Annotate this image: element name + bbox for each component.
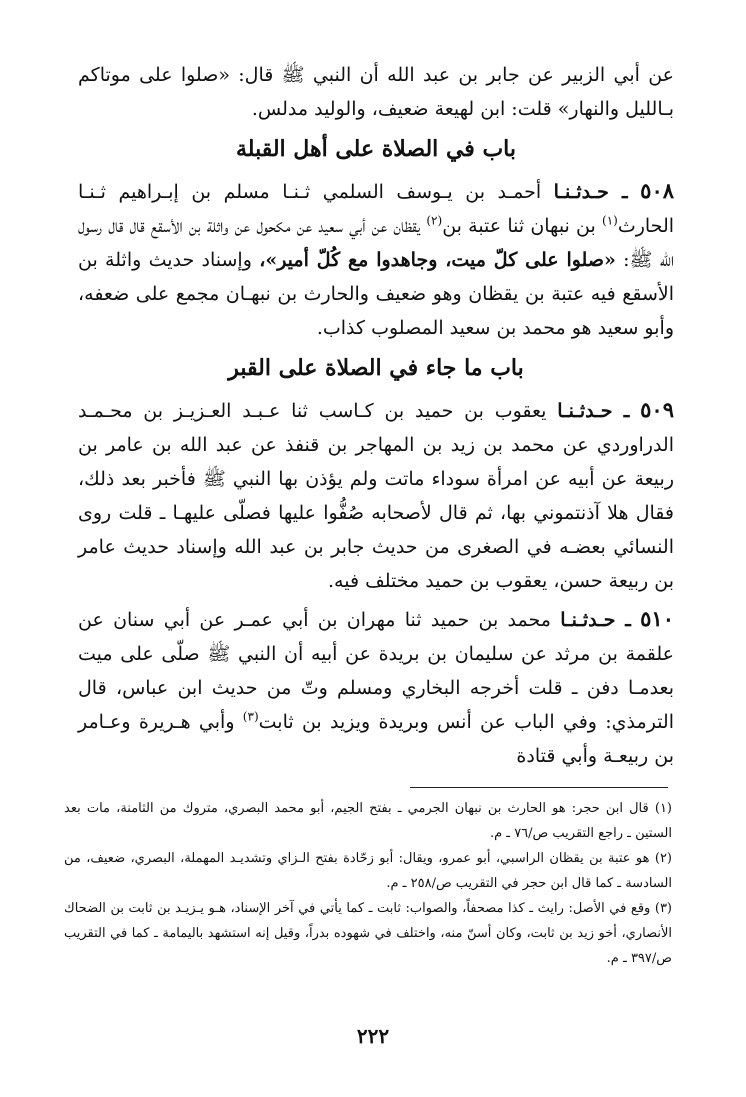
hadith-508 xyxy=(78,174,674,345)
hadith-text: محمد بن حميد ثنا مهران بن أبي عمـر عن أبي سنان عن علقمة بن مرثد عن سليمان بن بريدة عن أبيه أن النبي ﷺ صلّى على ميت بعدمـا دفن ـ قلت أخرجه البخاري ومسلم وتّ من حديث ابن عباس، قال الترمذي: وفي الباب عن أنس وبريدة ويزيد بن ثابت xyxy=(78,609,674,733)
hadith-opening: ـ حـدثـنـا xyxy=(557,400,630,422)
section-heading-2: باب ما جاء في الصلاة على القبر xyxy=(228,355,524,381)
section-heading-1: باب في الصلاة على أهل القبلة xyxy=(235,136,517,162)
hadith-510 xyxy=(78,602,674,773)
footnote-ref-1[interactable]: (١) xyxy=(602,213,618,228)
hadith-number: ٥٠٩ xyxy=(640,397,674,422)
footnote-3: (٣) وقع في الأصل: رايث ـ كذا مصحفاً، والصواب: ثابت ـ كما يأتي في آخر الإسناد، هـو يـزيـد بن ثابت بن الضحاك الأنصاري، أخو زيد بن ثابت، وكان أسنّ منه، واختلف في شهوده بدراً، وقيل إنه استشهد باليمامة ـ كما في التقريب ص/٣٩٧ ـ م. xyxy=(64,901,672,966)
page-number: ٢٢٢ xyxy=(356,1024,390,1048)
hadith-opening: ـ حـدثـنـا xyxy=(560,609,631,631)
footnotes xyxy=(64,796,672,971)
hadith-number: ٥٠٨ xyxy=(640,178,675,203)
footnote-2: (٢) هو عتبة بن يقظان الراسبي، أبو عمرو، ويقال: أبو زحّادة بفتح الـزاي وتشديـد المهملة، البصري، ضعيف، من السادسة ـ كما قال ابن حجر في التقريب ص/٢٥٨ ـ م. xyxy=(64,851,672,891)
intro-paragraph: عن أبي الزبير عن جابر بن عبد الله أن النبي ﷺ قال: «صلوا على موتاكم بـالليل والنهار» قلت: ابن لهيعة ضعيف، والوليد مدلس. xyxy=(78,64,674,120)
hadith-text: أحمـد بن يـوسف السلمي ثـنـا مسلم بن إبـراهيم ثـنـا الحارث xyxy=(78,181,675,237)
footnote-1: (١) قال ابن حجر: هو الحارث بن نبهان الجرمي ـ بفتح الجيم، أبو محمد البصري، متروك من الثامنة، مات بعد الستين ـ راجع التقريب ص/٧٦ ـ م. xyxy=(64,801,672,841)
footnote-ref-2[interactable]: (٢) xyxy=(426,213,443,228)
hadith-text: يقظان عن أبي سعيد عن مكحول عن واثلة بن الأسقع قال قال رسول الله ﷺ: xyxy=(78,215,674,271)
hadith-text: بن نبهان ثنا عتبة بن xyxy=(442,215,596,237)
hadith-text: يعقوب بن حميد بن كـاسب ثنا عـبـد العـزيـز بن محـمـد الدراوردي عن محمد بن زيد بن المهاجر بن قنفذ عن عبد الله بن عامر بن ربيعة عن أبيه عن امرأة سوداء ماتت ولم يؤذن بها النبي ﷺ فأخبر بعد ذلك، فقال هلا آذنتموني بها، ثم قال لأصحابه صُفُّوا عليها فصلّى عليهـا ـ قلت روى النسائي بعضـه في الصغرى من حديث جابر بن عبد الله وإسناد حديث عامر بن ربيعة حسن، يعقوب بن حميد مختلف فيه. xyxy=(78,400,674,592)
hadith-quote: «صلوا على كلّ ميت، وجاهدوا مع كُلّ أمير»، xyxy=(259,249,616,271)
hadith-text: وأبي هـريرة وعـامر بن ربيعـة وأبي قتادة xyxy=(78,711,674,767)
hadith-opening: ـ حـدثـنـا xyxy=(553,181,628,203)
main-text xyxy=(78,58,674,773)
footnote-divider xyxy=(410,787,668,788)
footnote-ref-3[interactable]: (٣) xyxy=(242,709,259,724)
hadith-509 xyxy=(78,393,674,598)
hadith-commentary: وإسناد حديث واثلة بن الأسقع فيه عتبة بن يقظان وهو ضعيف والحارث بن نبهـان مجمع على ضعفه، وأبو سعيد هو محمد بن سعيد المصلوب كذاب. xyxy=(78,249,674,339)
hadith-number: ٥١٠ xyxy=(640,606,674,631)
